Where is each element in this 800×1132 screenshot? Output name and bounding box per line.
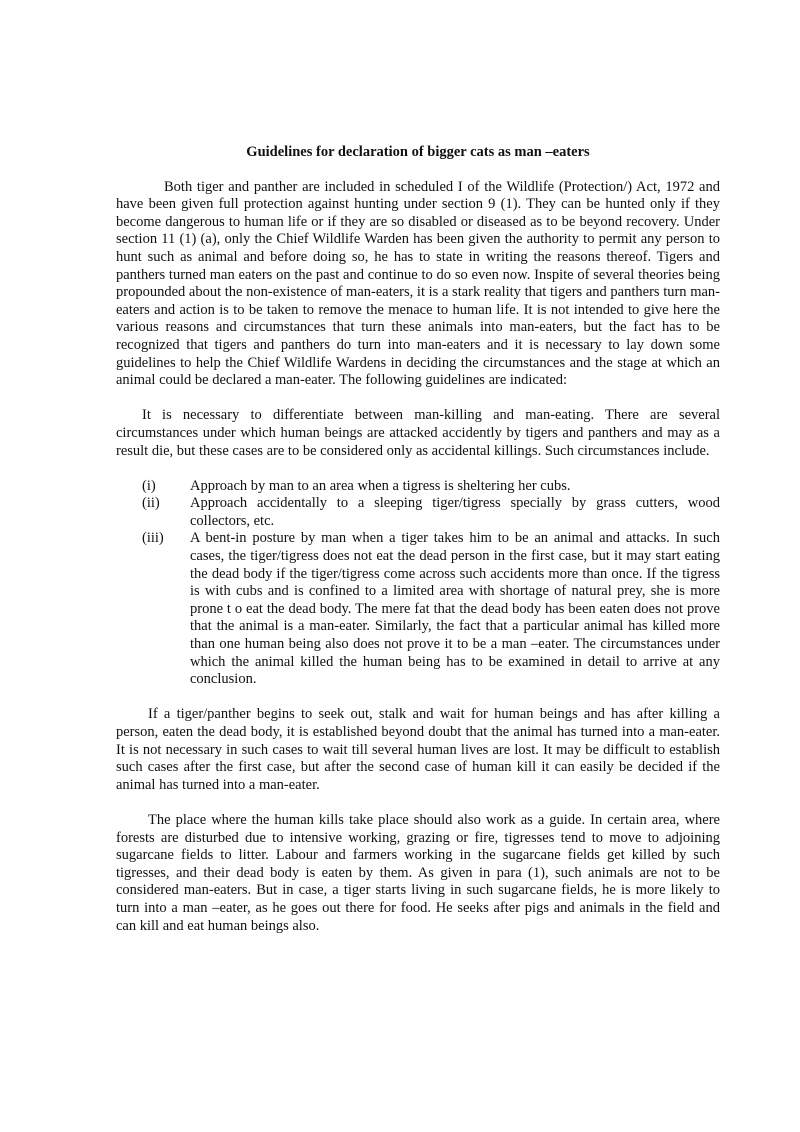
paragraph-man-killing: It is necessary to differentiate between man-killing and man-eating. There are several circumstances under which human beings are attacked accidently by tigers and panthers and may as a result die, but these cases are to be considered only as accidental killings. Such circumstances include. — [116, 407, 720, 459]
paragraph-gap — [116, 794, 720, 812]
list-marker: (i) — [142, 477, 156, 494]
list-item — [116, 478, 720, 496]
list-item — [116, 530, 720, 688]
list-item-text: A bent-in posture by man when a tiger takes him to be an animal and attacks. In such cases, the tiger/tigress does not eat the dead person in the first case, but it may start eating the dead body if the tiger/tigress come across such accidents more than once. If the tigress is with cubs and is confined to a limited area with shortage of natural prey, she is more prone t o eat the dead body. The mere fat that the dead body has been eaten does not prove that the animal is a man-eater. Similarly, the fact that a particular animal has killed more than one human being also does not prove it to be a man –eater. The circumstances under which the animal killed the human being has to be examined in detail to arrive at any conclusion. — [190, 530, 720, 688]
paragraph-gap — [116, 689, 720, 707]
paragraph-gap — [116, 460, 720, 478]
list-marker: (ii) — [142, 495, 160, 512]
document-body — [116, 144, 720, 935]
list-item — [116, 495, 720, 530]
paragraph-intro: Both tiger and panther are included in scheduled I of the Wildlife (Protection/) Act, 1972 and have been given full protection against hunting under section 9 (1). They can be hunted only if they become dangerous to human life or if they are so disabled or diseased as to be beyond recovery. Under section 11 (1) (a), only the Chief Wildlife Warden has been given the authority to permit any person to hunt such as animal and before doing so, he has to state in writing the reasons thereof. Tigers and panthers turned man eaters on the past and continue to do so even now. Inspite of several theories being propounded about the non-existence of man-eaters, it is a stark reality that tigers and panthers turn man-eaters and action is to be taken to remove the menace to human life. It is not intended to give here the various reasons and circumstances that turn these animals into man-eaters, but the fact has to be recognized that tigers and panthers do turn into man-eaters and it is necessary to lay down some guidelines to help the Chief Wildlife Wardens in deciding the circumstances and the stage at which an animal could be declared a man-eater. The following guidelines are indicated: — [116, 178, 720, 389]
circumstances-list — [116, 478, 720, 689]
list-item-text: Approach by man to an area when a tigress is sheltering her cubs. — [190, 477, 571, 494]
list-item-text: Approach accidentally to a sleeping tiger/tigress specially by grass cutters, wood collectors, etc. — [190, 495, 720, 529]
paragraph-stalking: If a tiger/panther begins to seek out, stalk and wait for human beings and has after killing a person, eaten the dead body, it is established beyond doubt that the animal has turned into a man-eater. It is not necessary in such cases to wait till several human lives are lost. It may be difficult to establish such cases after the first case, but after the second case of human kill it can easily be decided if the animal has turned into a man-eater. — [116, 706, 720, 793]
list-marker: (iii) — [142, 530, 164, 547]
document-title: Guidelines for declaration of bigger cats as man –eaters — [246, 144, 590, 160]
paragraph-gap — [116, 390, 720, 408]
paragraph-location: The place where the human kills take place should also work as a guide. In certain area, where forests are disturbed due to intensive working, grazing or fire, tigresses tend to move to adjoining sugarcane fields to litter. Labour and farmers working in the sugarcane fields get killed by such tigresses, and their dead body is eaten by them. As given in para (1), such animals are not to be considered man-eaters. But in case, a tiger starts living in such sugarcane fields, he is more likely to turn into a man –eater, as he goes out there for food. He seeks after pigs and animals in the field and can kill and eat human beings also. — [116, 811, 720, 934]
